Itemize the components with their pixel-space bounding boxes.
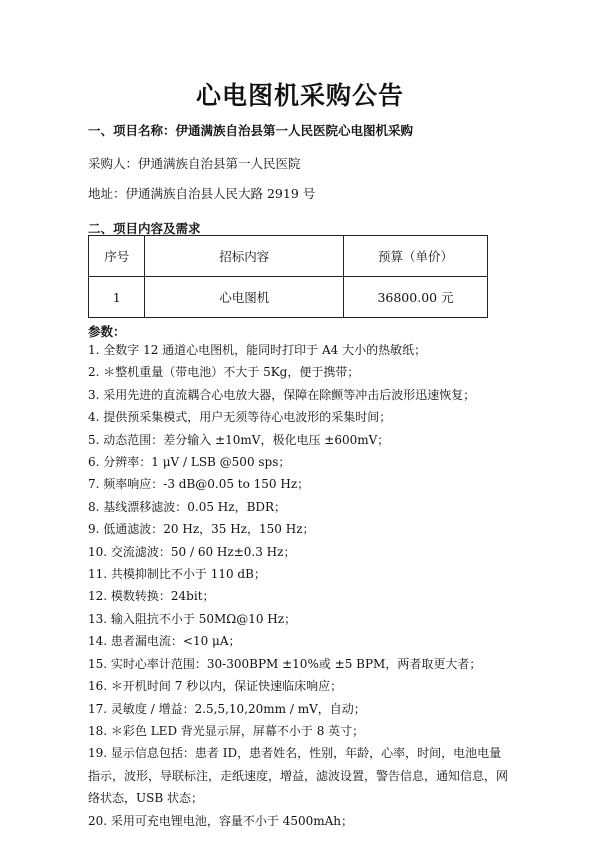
param-item: 11. 共模抑制比不小于 110 dB； (88, 567, 266, 582)
param-item: 18. ＊彩色 LED 背光显示屏，屏幕不小于 8 英寸； (88, 723, 365, 738)
param-item: 20. 采用可充电锂电池，容量不小于 4500mAh； (88, 813, 354, 828)
cell-budget: 36800.00 元 (344, 277, 488, 318)
param-item: 6. 分辨率：1 μV / LSB @500 sps； (88, 455, 291, 470)
param-item: 17. 灵敏度 / 增益：2.5,5,10,20mm / mV，自动； (88, 701, 366, 716)
param-item: 12. 模数转换：24bit； (88, 589, 215, 604)
document-title: 心电图机采购公告 (195, 81, 404, 110)
params-list (88, 339, 508, 832)
cell-serial: 1 (89, 277, 145, 318)
requirements-table (88, 235, 488, 318)
param-item: 8. 基线漂移滤波：0.05 Hz，BDR； (88, 499, 287, 514)
param-item: 9. 低通滤波：20 Hz，35 Hz，150 Hz； (88, 522, 315, 537)
param-item: 7. 频率响应：-3 dB@0.05 to 150 Hz； (88, 477, 310, 492)
section-project-name: 一、项目名称：伊通满族自治县第一人民医院心电图机采购 (88, 123, 414, 138)
param-item: 15. 实时心率计范围：30-300BPM ±10%或 ±5 BPM，两者取更大者； (88, 656, 482, 671)
section-requirements-heading: 二、项目内容及需求 (88, 221, 201, 236)
table-row (89, 277, 488, 318)
header-budget: 预算（单价） (344, 236, 488, 277)
buyer-line: 采购人：伊通满族自治县第一人民医院 (88, 156, 301, 171)
param-item: 19. 显示信息包括：患者 ID，患者姓名，性别，年龄，心率，时间，电池电量指示，波形，导联标注，走纸速度，增益，滤波设置，警告信息，通知信息，网络状态，USB 状态； (88, 746, 509, 806)
table-header-row (89, 236, 488, 277)
param-item: 16. ＊开机时间 7 秒以内，保证快速临床响应； (88, 679, 343, 694)
param-item: 4. 提供预采集模式，用户无须等待心电波形的采集时间； (88, 410, 392, 425)
header-content: 招标内容 (145, 236, 344, 277)
header-serial: 序号 (89, 236, 145, 277)
param-item: 1. 全数字 12 通道心电图机，能同时打印于 A4 大小的热敏纸； (88, 343, 427, 357)
param-item: 13. 输入阻抗不小于 50MΩ@10 Hz； (88, 611, 297, 626)
params-label: 参数： (88, 324, 126, 339)
cell-content: 心电图机 (145, 277, 344, 318)
address-line: 地址：伊通满族自治县人民大路 2919 号 (88, 186, 316, 201)
param-item: 5. 动态范围：差分输入 ±10mV，极化电压 ±600mV； (88, 432, 390, 447)
param-item: 14. 患者漏电流：<10 μA； (88, 634, 241, 649)
param-item: 2. ＊整机重量（带电池）不大于 5Kg，便于携带； (88, 365, 360, 380)
param-item: 3. 采用先进的直流耦合心电放大器，保障在除颤等冲击后波形迅速恢复； (88, 387, 476, 402)
param-item: 10. 交流滤波：50 / 60 Hz±0.3 Hz； (88, 544, 296, 559)
